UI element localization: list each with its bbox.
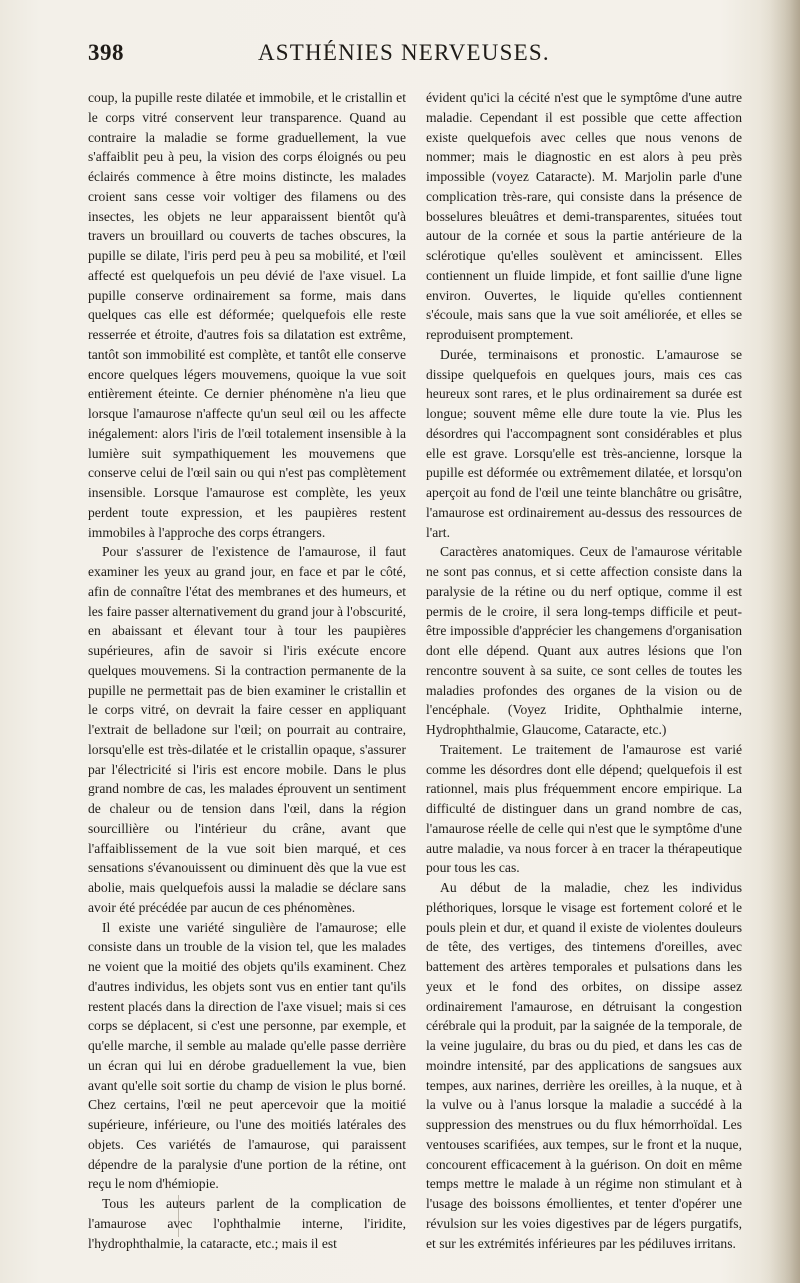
left-column <box>88 88 406 1253</box>
page-number: 398 <box>88 40 124 65</box>
page-header <box>88 40 718 76</box>
running-head: ASTHÉNIES NERVEUSES. <box>258 40 550 65</box>
paragraph: coup, la pupille reste dilatée et immobile, et le cristallin et le corps vitré conservent leur transparence. Quand au contraire la maladie se forme graduellement, la vue s'affaiblit peu à peu, la vision des corps éloignés ou peu éclairés commence à être moins distincte, les malades croient sans cesse voir voltiger des filamens ou des insectes, les objets ne leur apparaissent bientôt qu'à travers un brouillard ou couverts de taches obscures, la pupille se dilate, l'iris perd peu à peu sa mobilité, et l'œil affecté est quelquefois un peu dévié de l'axe visuel. La pupille conserve ordinairement sa forme, mais dans quelques cas elle est déformée; quelquefois elle reste resserrée et étroite, d'autres fois sa dilatation est extrême, tantôt son immobilité est complète, et tantôt elle conserve encore quelques légers mouvemens, quoique la vue soit entièrement éteinte. Ce dernier phénomène n'a lieu que lorsque l'amaurose n'affecte qu'un seul œil ou les affecte inégalement: alors l'iris de l'œil totalement insensible à la lumière suit sympathiquement les mouvemens que conserve celui de l'œil sain ou qui n'est pas complètement insensible. Lorsque l'amaurose est complète, les yeux perdent toute expression, et les paupières restent immobiles à l'approche des corps étrangers. <box>88 90 406 540</box>
paragraph: Durée, terminaisons et pronostic. L'amaurose se dissipe quelquefois en quelques jours, mais ces cas heureux sont rares, et le plus ordinairement sa durée est longue; souvent même elle dure toute la vie. Plus les désordres qui l'accompagnent sont considérables et plus elle est grave. Lorsqu'elle est très-ancienne, lorsque la pupille est déformée ou extrêmement dilatée, et lorsqu'on aperçoit au fond de l'œil une teinte blanchâtre ou grisâtre, l'amaurose est ordinairement au-dessus des ressources de l'art. <box>426 346 742 540</box>
paragraph: Caractères anatomiques. Ceux de l'amaurose véritable ne sont pas connus, et si cette affection consiste dans la paralysie de la rétine ou du nerf optique, comme il est permis de le croire, il sera long-temps difficile et peut-être impossible d'apprécier les changemens d'organisation dont elle dépend. Quant aux autres lésions que l'on rencontre souvent à sa suite, ce sont celles de toutes les maladies profondes des organes de la vision ou de l'encéphale. (Voyez Iridite, Ophthalmie interne, Hydrophthalmie, Glaucome, Cataracte, etc.) <box>426 544 742 737</box>
paragraph: Traitement. Le traitement de l'amaurose est varié comme les désordres dont elle dépend; quelquefois il est rationnel, mais plus fréquemment encore empirique. La difficulté de distinguer dans un grand nombre de cas, l'amaurose réelle de celle qui n'est que le symptôme d'une autre maladie, va nous forcer à en tracer la thérapeutique pour tous les cas. <box>426 741 742 876</box>
paragraph: Au début de la maladie, chez les individus pléthoriques, lorsque le visage est fortement coloré et le pouls plein et dur, et quand il existe de violentes douleurs de tête, des vertiges, des tintemens d'oreilles, avec battement des artères temporales et pulsations dans les yeux et le fond des orbites, on dissipe assez ordinairement l'amaurose, en détruisant la congestion cérébrale qui la produit, par la saignée de la temporale, de la veine jugulaire, du bras ou du pied, et dans les cas de moindre intensité, par des applications de sangsues aux tempes, aux narines, derrière les oreilles, à la nuque, et à la vulve ou à l'anus lorsque la maladie a succédé à la suppression des menstrues ou du flux hémorrhoïdal. Les ventouses scarifiées, aux tempes, sur le front et la nuque, concourent efficacement à la guérison. On doit en même temps mettre le malade à un régime non stimulant et à l'usage des boissons émollientes, et tenter d'opérer une révulsion sur les voies digestives par de légers purgatifs, et sur les extrémités inférieures par les pédiluves irritans. <box>426 880 742 1251</box>
paragraph: Il existe une variété singulière de l'amaurose; elle consiste dans un trouble de la vision tel, que les malades ne voient que la moitié des objets qu'ils examinent. Chez d'autres individus, les objets sont vus en entier tant qu'ils restent placés dans la direction de l'axe visuel; mais si ces corps se déplacent, si c'est une personne, par exemple, et qu'elle marche, il semble au malade qu'elle passe derrière un écran qui lui en dérobe graduellement la vue, bien avant qu'elle soit sortie du champ de vision le plus borné. Chez certains, l'œil ne peut apercevoir que la moitié supérieure, inférieure, ou l'une des moitiés latérales des objets. Ces variétés de l'amaurose, qui paraissent dépendre de la paralysie d'une portion de la rétine, ont reçu le nom d'hémiopie. <box>88 919 406 1192</box>
paragraph: évident qu'ici la cécité n'est que le symptôme d'une autre maladie. Cependant il est possible que cette affection existe quelquefois avec celles que nous venons de nommer; mais le diagnostic en est alors à peu près impossible (voyez Cataracte). M. Marjolin parle d'une complication très-rare, qui consiste dans la présence de bosselures bleuâtres et demi-transparentes, situées tout autour de la cornée et sous la partie antérieure de la sclérotique qu'elles soulèvent et amincissent. Elles contiennent un fluide limpide, et font saillie d'une ligne environ. Ouvertes, le liquide qu'elles contiennent s'écoule, mais sans que la vue soit améliorée, et elles se reproduisent promptement. <box>426 90 742 342</box>
page-edge-shadow <box>760 0 800 1283</box>
paragraph: Tous les auteurs parlent de la complication de l'amaurose avec l'ophthalmie interne, l'iridite, l'hydrophthalmie, la cataracte, etc.; mais il est <box>88 1196 406 1251</box>
paragraph: Pour s'assurer de l'existence de l'amaurose, il faut examiner les yeux au grand jour, en face et par le côté, afin de connaître l'état des membranes et des humeurs, et les faire passer alternativement du grand jour à l'obscurité, en abaissant et élevant tour à tour les paupières supérieures, afin de savoir si l'iris exécute encore quelques mouvemens. Si la contraction permanente de la pupille ne permettait pas de bien examiner le cristallin et le corps vitré, on devrait la faire cesser en appliquant l'extrait de belladone sur l'œil; on pourrait au contraire, lorsqu'elle est très-dilatée et le cristallin opaque, s'assurer par l'électricité si l'iris est encore mobile. Dans le plus grand nombre de cas, les malades éprouvent un sentiment de chaleur ou de tension dans l'œil, dans la région sourcillière ou l'intérieur du crâne, avant que l'affaiblissement de la vue soit bien marqué, et ces sensations s'évanouissent ou diminuent dès que la vue est abolie, mais quelquefois aussi la maladie se déclare sans avoir été précédée par aucun de ces phénomènes. <box>88 544 406 915</box>
right-column <box>426 88 742 1253</box>
